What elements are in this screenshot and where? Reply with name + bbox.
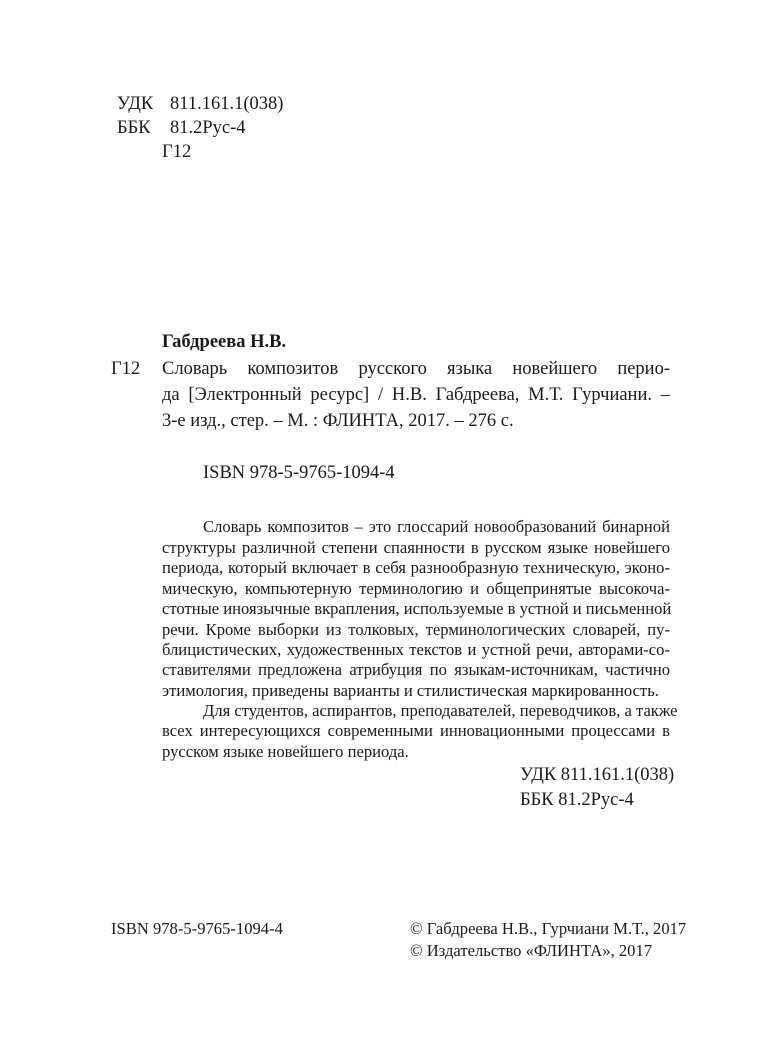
annotation-line: мическую, компьютерную терминологию и общепринятые высокоча- xyxy=(162,579,670,598)
annotation-line: всех интересующихся современными инновационными процессами в xyxy=(162,721,670,740)
entry-description-line: 3-е изд., стер. – М. : ФЛИНТА, 2017. – 276 с. xyxy=(162,411,514,431)
annotation-line: Для студентов, аспирантов, преподавателей, переводчиков, а также xyxy=(203,701,678,720)
udk-label: УДК xyxy=(117,94,154,114)
author-sign: Г12 xyxy=(162,142,192,162)
udk-code: 811.161.1(038) xyxy=(170,94,284,114)
annotation-line: речи. Кроме выборки из толковых, терминологических словарей, пу- xyxy=(162,620,670,639)
annotation-line: ставителями предложена атрибуция по языкам-источникам, частично xyxy=(162,660,670,679)
annotation-line: структуры различной степени спаянности в русском языке новейшего xyxy=(162,538,670,557)
entry-author-sign: Г12 xyxy=(111,359,141,379)
copyright-authors: © Габдреева Н.В., Гурчиани М.Т., 2017 xyxy=(410,919,687,938)
copyright-publisher: © Издательство «ФЛИНТА», 2017 xyxy=(410,941,653,960)
annotation-line: периода, который включает в себя разнообразную техническую, эконо- xyxy=(162,558,670,577)
isbn-footer: ISBN 978-5-9765-1094-4 xyxy=(111,919,283,938)
bbk-label: ББК xyxy=(117,118,151,138)
annotation-line: русском языке новейшего периода. xyxy=(162,742,409,761)
annotation-line: Словарь композитов – это глоссарий новообразований бинарной xyxy=(203,517,670,536)
udk-code-bottom: УДК 811.161.1(038) xyxy=(520,765,675,785)
bbk-code-bottom: ББК 81.2Рус-4 xyxy=(520,790,634,810)
entry-author: Габдреева Н.В. xyxy=(162,332,287,352)
isbn: ISBN 978-5-9765-1094-4 xyxy=(203,463,395,483)
annotation-line: этимология, приведены варианты и стилистическая маркированность. xyxy=(162,681,659,700)
entry-description-line: да [Электронный ресурс] / Н.В. Габдреева, М.Т. Гурчиани. – xyxy=(162,385,670,405)
entry-description-line: Словарь композитов русского языка новейшего перио- xyxy=(162,359,670,379)
bbk-code: 81.2Рус-4 xyxy=(170,118,246,138)
annotation-line: блицистических, художественных текстов и устной речи, авторами-со- xyxy=(162,640,670,659)
annotation-line: стотные иноязычные вкрапления, используемые в устной и письменной xyxy=(162,599,672,618)
